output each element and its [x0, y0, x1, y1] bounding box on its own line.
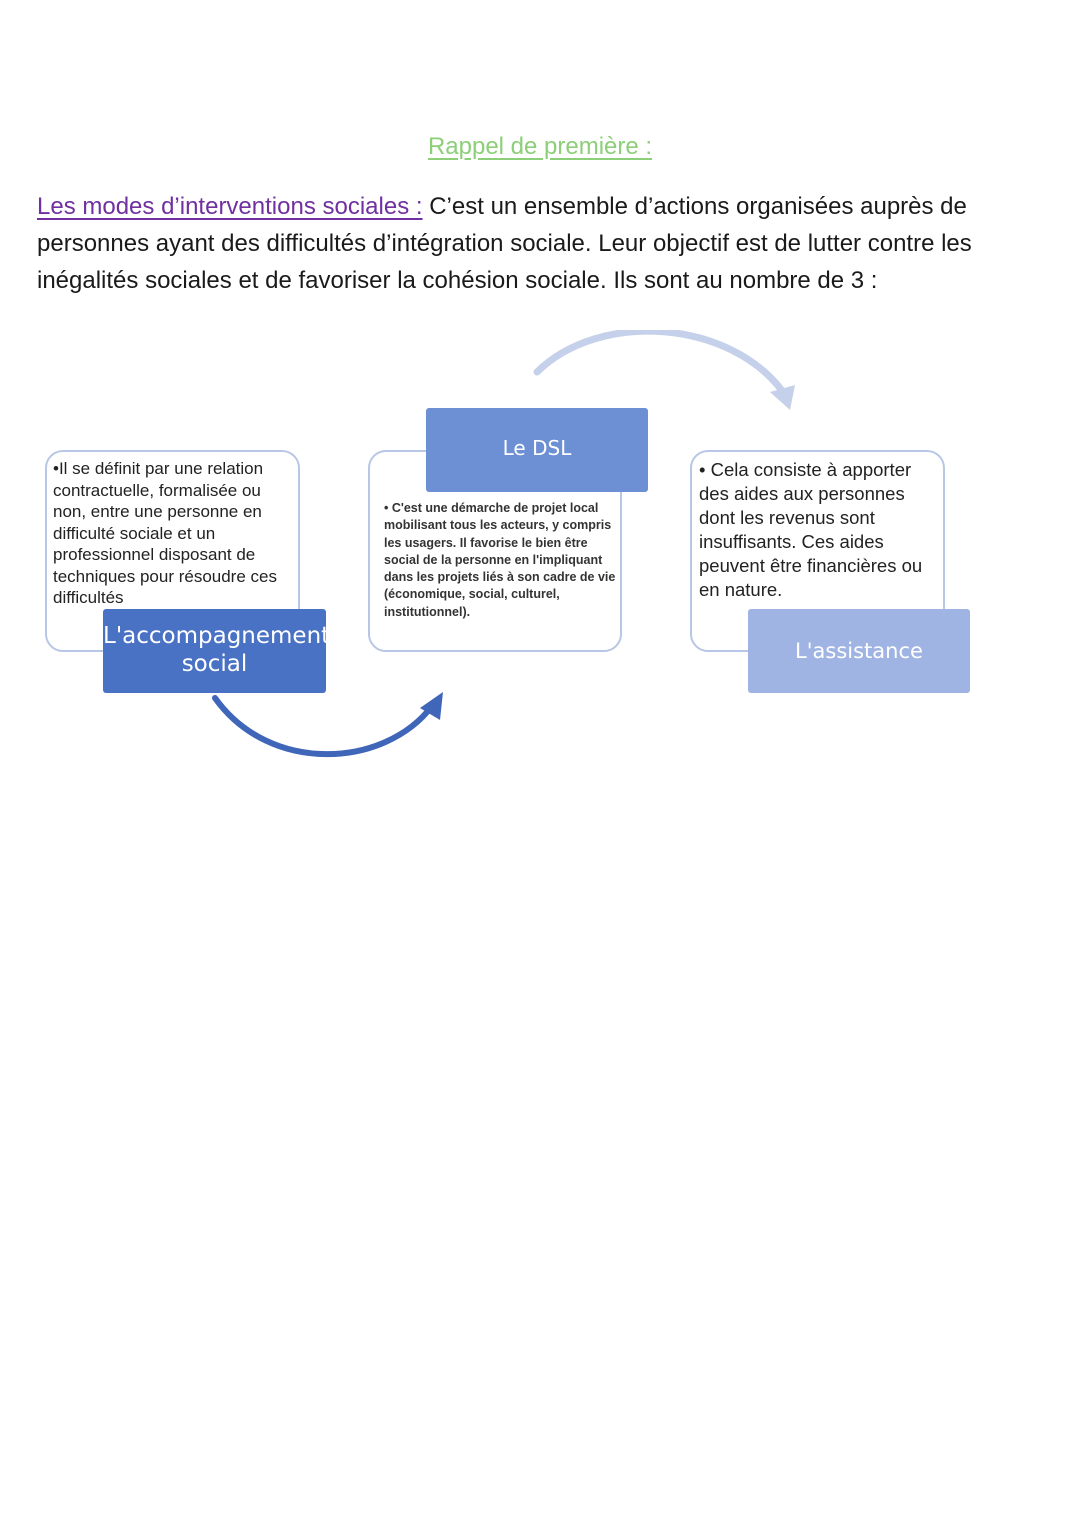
- intro-paragraph: [37, 188, 1047, 299]
- accompagnement-label-line1: L'accompagnement: [103, 623, 331, 649]
- assistance-label: [748, 609, 970, 693]
- dsl-description: • C'est une démarche de projet local mobilisant tous les acteurs, y compris les usagers. Il favorise le bien être social de la personne en l'impliquant dans les projets liés à son cadre de vie (économique, social, culturel, institutionnel).: [384, 501, 616, 619]
- modes-diagram: [0, 330, 1080, 770]
- intro-term: Les modes d’interventions sociales :: [37, 193, 423, 220]
- dsl-label-line1: Le DSL: [502, 436, 572, 460]
- accompagnement-label-line2: social: [181, 651, 248, 677]
- arrow-top: [537, 331, 783, 392]
- arrow-top-head: [770, 385, 795, 410]
- accompagnement-description: •Il se définit par une relation contractuelle, formalisée ou non, entre une personne en difficulté sociale et un professionnel disposant de techniques pour résoudre ces difficultés: [53, 459, 277, 607]
- arrow-bottom: [215, 698, 432, 754]
- assistance-description: • Cela consiste à apporter des aides aux personnes dont les revenus sont insuffisants. Ces aides peuvent être financières ou en nature.: [699, 459, 923, 600]
- dsl-label: [426, 408, 648, 492]
- intro-text: C’est un ensemble d’actions organisées auprès de personnes ayant des difficultés d’intégration sociale. Leur objectif est de lutter contre les inégalités sociales et de favoriser la cohésion sociale. Ils sont au nombre de 3 :: [37, 193, 972, 294]
- recall-title: Rappel de première :: [427, 133, 653, 160]
- assistance-label-line1: L'assistance: [795, 639, 923, 663]
- accompagnement-label: [103, 609, 331, 693]
